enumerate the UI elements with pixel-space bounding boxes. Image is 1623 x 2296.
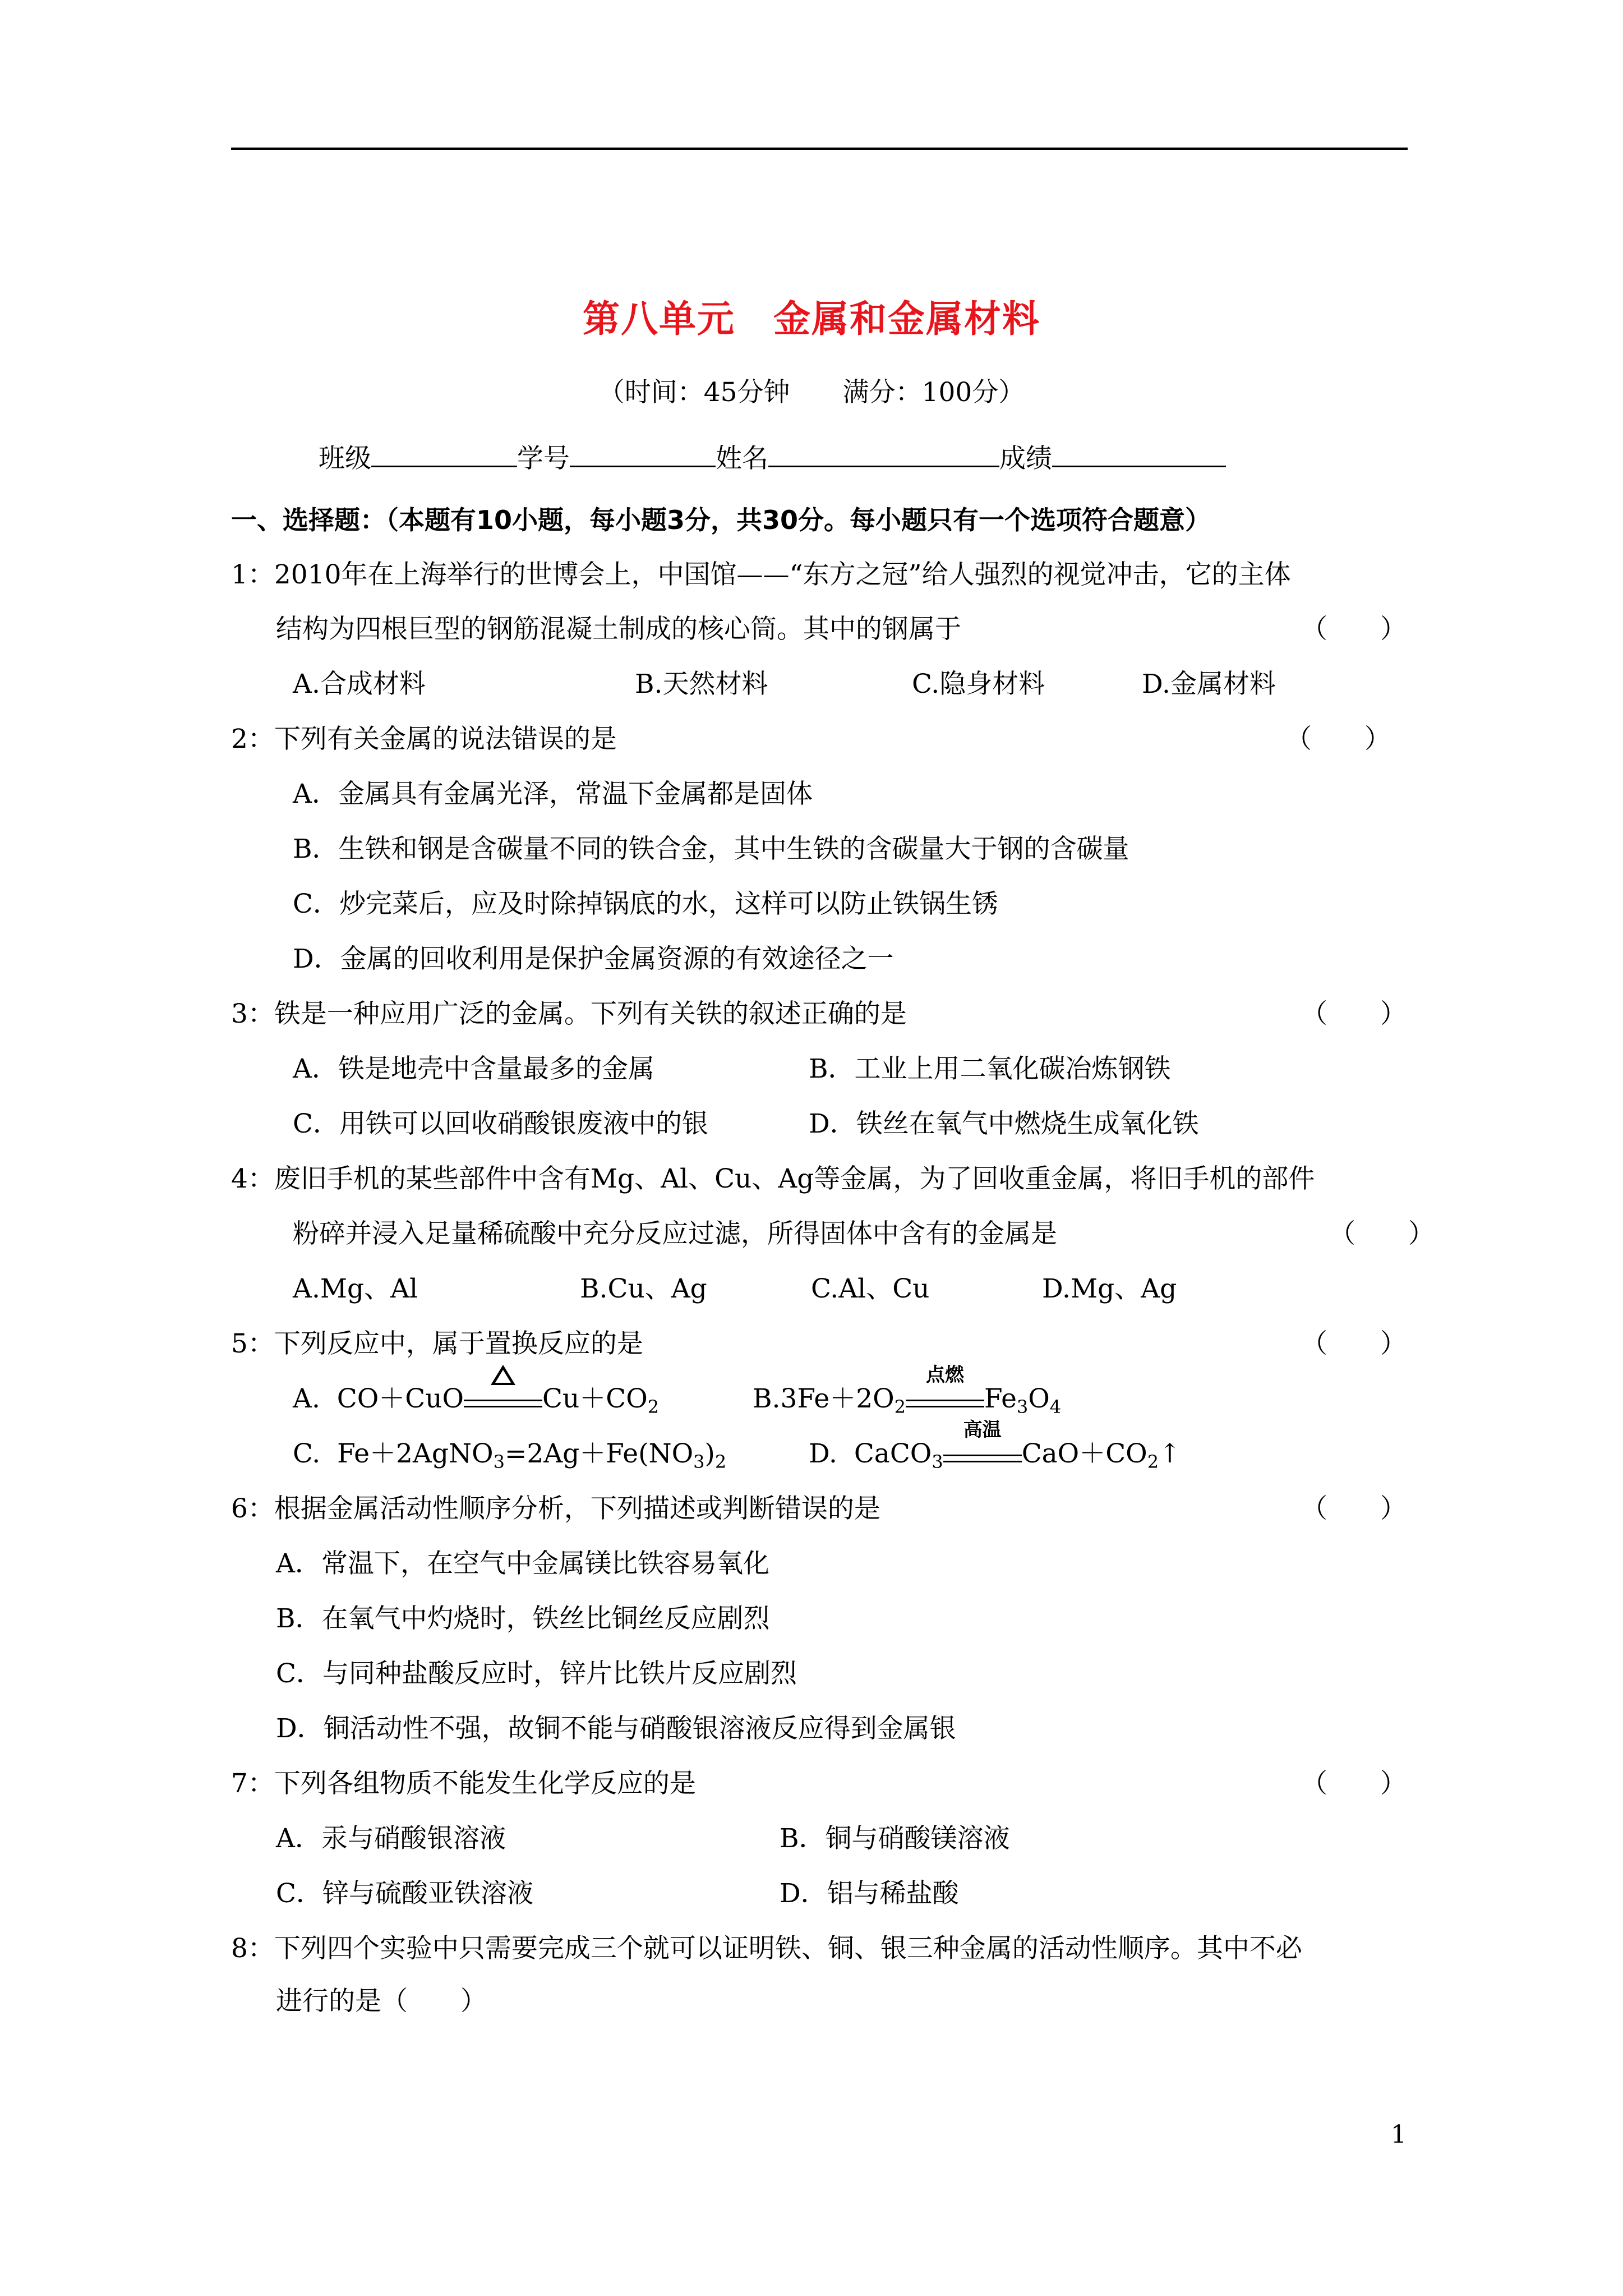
q5-option-b[interactable]: $B.3Fe+2O_2$ 点燃 $Fe_3O_4$ [753, 1364, 1062, 1418]
q5-option-a[interactable]: A. CO＋CuO $Cu+CO_2$ [293, 1381, 659, 1417]
q4-stem-line1: 4：废旧手机的某些部件中含有Mg、Al、Cu、Ag等金属，为了回收重金属，将旧手机的部件 [231, 1163, 1315, 1194]
ignite-condition: 点燃 [906, 1389, 984, 1407]
q6-option-a[interactable]: A．常温下，在空气中金属镁比铁容易氧化 [276, 1548, 769, 1579]
high-temp-condition: 高温 [943, 1444, 1022, 1462]
q6-answer-blank[interactable]: （ ） [1301, 1493, 1407, 1524]
q4-option-b[interactable]: B.Cu、Ag [580, 1273, 707, 1304]
heat-triangle-icon [491, 1365, 515, 1385]
header-rule [231, 148, 1408, 150]
heat-condition [464, 1389, 542, 1407]
q2-stem: 2：下列有关金属的说法错误的是 [231, 724, 617, 754]
q4-stem-line2: 粉碎并浸入足量稀硫酸中充分反应过滤，所得固体中含有的金属是 [293, 1218, 1057, 1249]
id-blank[interactable] [570, 441, 716, 467]
q3-answer-blank[interactable]: （ ） [1301, 999, 1407, 1029]
q4-option-d[interactable]: D.Mg、Ag [1042, 1273, 1177, 1304]
q4-answer-blank[interactable]: （ ） [1329, 1218, 1435, 1249]
q6-option-b[interactable]: B．在氧气中灼烧时，铁丝比铜丝反应剧烈 [276, 1603, 770, 1634]
q3-option-c[interactable]: C．用铁可以回收硝酸银废液中的银 [293, 1108, 708, 1139]
q6-stem: 6：根据金属活动性顺序分析，下列描述或判断错误的是 [231, 1493, 880, 1524]
q6-option-d[interactable]: D．铜活动性不强，故铜不能与硝酸银溶液反应得到金属银 [276, 1713, 956, 1744]
q5-stem: 5：下列反应中，属于置换反应的是 [231, 1328, 643, 1359]
q3-option-a[interactable]: A．铁是地壳中含量最多的金属 [293, 1053, 654, 1084]
q7-option-d[interactable]: D．铝与稀盐酸 [780, 1878, 959, 1909]
q1-stem-line1: 1：2010年在上海举行的世博会上，中国馆——“东方之冠”给人强烈的视觉冲击，它的主体 [231, 559, 1291, 590]
q2-option-c[interactable]: C．炒完菜后，应及时除掉锅底的水，这样可以防止铁锅生锈 [293, 889, 998, 919]
section-heading: 一、选择题：（本题有10小题，每小题3分，共30分。每小题只有一个选项符合题意） [231, 505, 1211, 535]
q7-answer-blank[interactable]: （ ） [1301, 1768, 1407, 1799]
q1-answer-blank[interactable]: （ ） [1301, 614, 1407, 645]
q5-option-d[interactable]: D. CaCO$_3$ 高温 $CaO+CO_2↑$ [809, 1419, 1181, 1473]
q3-stem: 3：铁是一种应用广泛的金属。下列有关铁的叙述正确的是 [231, 999, 907, 1029]
q4-option-c[interactable]: C.Al、Cu [811, 1273, 930, 1304]
q5-option-c[interactable]: C. $Fe+2AgNO_3=2Ag+Fe(NO_3)_2$ [293, 1438, 727, 1473]
name-blank[interactable] [768, 441, 999, 467]
class-label: 班级 [319, 443, 371, 474]
q6-option-c[interactable]: C．与同种盐酸反应时，锌片比铁片反应剧烈 [276, 1658, 797, 1689]
q2-option-b[interactable]: B．生铁和钢是含碳量不同的铁合金，其中生铁的含碳量大于钢的含碳量 [293, 834, 1129, 864]
q7-stem: 7：下列各组物质不能发生化学反应的是 [231, 1768, 696, 1799]
id-label: 学号 [517, 443, 570, 474]
score-blank[interactable] [1052, 441, 1226, 467]
q8-stem-line2: 进行的是（ ） [276, 1986, 487, 2017]
q1-option-b[interactable]: B.天然材料 [635, 669, 768, 700]
q1-stem-line2: 结构为四根巨型的钢筋混凝土制成的核心筒。其中的钢属于 [276, 614, 961, 645]
name-label: 姓名 [716, 443, 768, 474]
q1-option-a[interactable]: A.合成材料 [293, 669, 426, 700]
q1-option-c[interactable]: C.隐身材料 [912, 669, 1045, 700]
student-info-row [319, 441, 1226, 477]
q8-stem-line1: 8：下列四个实验中只需要完成三个就可以证明铁、铜、银三种金属的活动性顺序。其中不必 [231, 1933, 1302, 1964]
q7-option-a[interactable]: A．汞与硝酸银溶液 [276, 1823, 506, 1854]
q7-option-b[interactable]: B．铜与硝酸镁溶液 [780, 1823, 1010, 1854]
q4-option-a[interactable]: A.Mg、Al [293, 1273, 418, 1304]
gas-arrow-icon: ↑ [1159, 1438, 1181, 1469]
q1-option-d[interactable]: D.金属材料 [1142, 669, 1276, 700]
class-blank[interactable] [371, 441, 517, 467]
q7-option-c[interactable]: C．锌与硫酸亚铁溶液 [276, 1878, 533, 1909]
q2-answer-blank[interactable]: （ ） [1285, 724, 1391, 754]
page-subtitle: （时间：45分钟 满分：100分） [598, 377, 1025, 408]
page-title: 第八单元 金属和金属材料 [583, 297, 1040, 341]
q3-option-d[interactable]: D．铁丝在氧气中燃烧生成氧化铁 [809, 1108, 1199, 1139]
q5-answer-blank[interactable]: （ ） [1301, 1328, 1407, 1359]
q2-option-d[interactable]: D．金属的回收利用是保护金属资源的有效途径之一 [293, 944, 894, 974]
q2-option-a[interactable]: A．金属具有金属光泽，常温下金属都是固体 [293, 779, 813, 809]
score-label: 成绩 [999, 443, 1052, 474]
q3-option-b[interactable]: B．工业上用二氧化碳冶炼钢铁 [809, 1053, 1171, 1084]
page-number: 1 [1391, 2120, 1407, 2149]
